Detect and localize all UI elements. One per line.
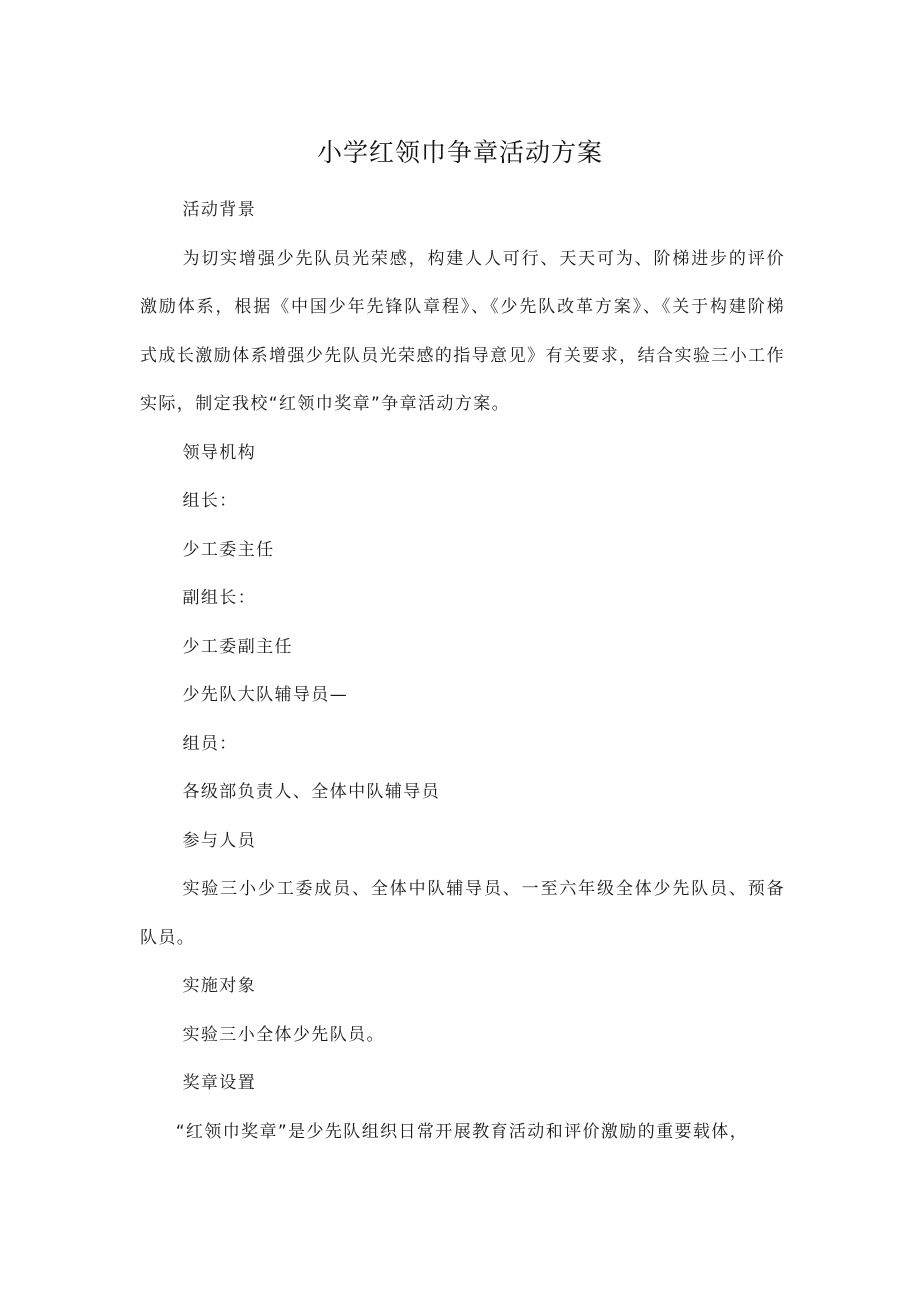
value-deputy-leader-1: 少工委副主任 <box>182 636 293 657</box>
value-leader: 少工委主任 <box>182 539 275 560</box>
paragraph-background: 为切实增强少先队员光荣感，构建人人可行、天天可为、阶梯进步的评价激励体系，根据《中国少年先锋队章程》、《少先队改革方案》、《关于构建阶梯式成长激励体系增强少先队员光荣感的指导意见》有关要求，结合实验三小工作实际，制定我校“红领巾奖章”争章活动方案。 <box>140 248 785 414</box>
label-deputy-leader: 副组长： <box>182 588 257 608</box>
value-deputy-leader-2: 少先队大队辅导员— <box>182 685 349 705</box>
section-heading-participants: 参与人员 <box>182 830 257 851</box>
section-heading-badge-settings: 奖章设置 <box>182 1073 257 1093</box>
value-members: 各级部负责人、全体中队辅导员 <box>182 782 441 802</box>
paragraph-badge-settings: “红领巾奖章”是少先队组织日常开展教育活动和评价激励的重要载体， <box>175 1121 749 1142</box>
section-heading-leadership: 领导机构 <box>182 442 257 463</box>
label-leader: 组长： <box>182 491 238 511</box>
section-heading-background: 活动背景 <box>182 200 257 220</box>
section-heading-targets: 实施对象 <box>182 976 257 996</box>
label-members: 组员： <box>182 733 238 754</box>
document-body <box>140 186 785 1156</box>
paragraph-participants: 实验三小少工委成员、全体中队辅导员、一至六年级全体少先队员、预备队员。 <box>140 879 785 948</box>
document-title: 小学红领巾争章活动方案 <box>316 138 603 167</box>
paragraph-targets: 实验三小全体少先队员。 <box>182 1024 385 1045</box>
